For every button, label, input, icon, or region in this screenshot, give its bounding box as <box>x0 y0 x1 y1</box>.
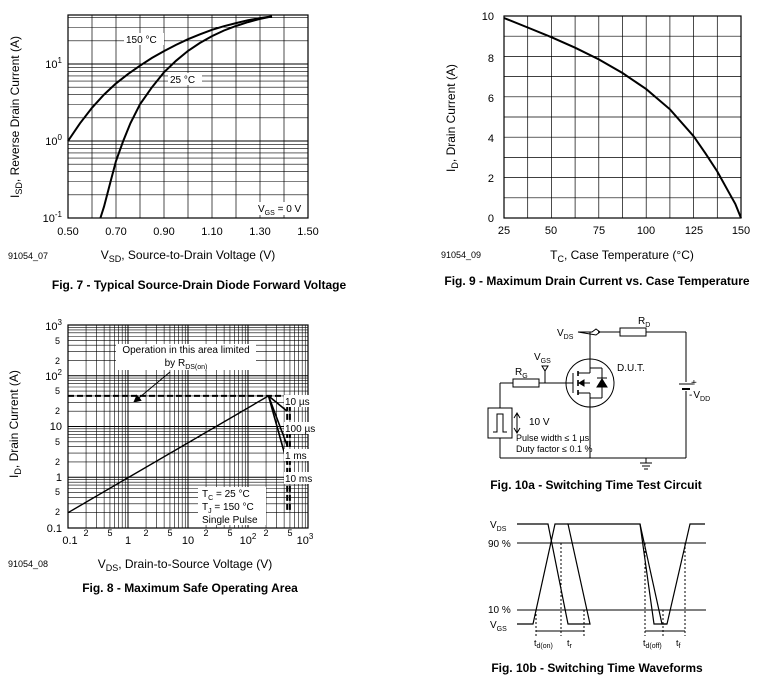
fig10a-pulse-width: Pulse width ≤ 1 µs <box>516 433 590 443</box>
fig7-condition: $V_{GS} = 0$ V <box>258 204 302 217</box>
fig7-xtick-3: 1.10 <box>201 226 223 238</box>
fig8-minor-x-3: 5 <box>167 528 173 538</box>
fig8-minor-x-5: 5 <box>227 528 233 538</box>
fig8-xlabel: $V_{DS}$, Drain-to-Source Voltage (V) <box>97 557 273 573</box>
fig8-minor-y-6: 2 <box>54 356 60 366</box>
fig8-minor-x-2: 2 <box>143 528 149 538</box>
fig7-chart <box>8 15 346 292</box>
fig8-minor-y-3: 5 <box>54 437 60 447</box>
fig10b-tdoff: $t_{d(off)}$ <box>643 638 662 650</box>
fig7-code: 91054_07 <box>8 251 49 261</box>
fig9-grid <box>504 16 741 218</box>
fig7-xtick-4: 1.30 <box>249 226 271 238</box>
fig10b-vds: $V_{DS}$ <box>490 520 507 533</box>
fig7-xtick-1: 0.70 <box>105 226 127 238</box>
fig7-ytick-1: $10^0$ <box>45 133 62 148</box>
fig9-xtick-5: 150 <box>731 225 751 237</box>
fig8-ytick-1: 1 <box>55 472 62 484</box>
fig10b-10: 10 % <box>488 605 511 616</box>
fig9-chart <box>441 11 750 288</box>
fig7-series-1 <box>100 16 272 218</box>
fig9-xlabel: $T_C$, Case Temperature (°C) <box>550 248 694 264</box>
fig8-minor-y-0: 2 <box>54 507 60 517</box>
fig10b-tr: $t_r$ <box>567 638 572 650</box>
fig9-xtick-4: 125 <box>684 225 704 237</box>
fig8-ylabel: $I_D$, Drain Current (A) <box>7 370 23 478</box>
fig8-minor-y-1: 5 <box>54 487 60 497</box>
fig9-ytick-3: 6 <box>487 93 494 105</box>
fig8-cond-pulse: Single Pulse <box>202 515 258 526</box>
fig10a-vds: $V_{DS}$ <box>557 328 574 341</box>
vgs-terminal <box>542 366 548 371</box>
fig10a-rd: $R_D$ <box>638 316 651 329</box>
fig8-minor-x-4: 2 <box>203 528 209 538</box>
fig8-minor-x-1: 5 <box>107 528 113 538</box>
fig10b-tf: $t_f$ <box>676 638 681 650</box>
fig9-code: 91054_09 <box>441 250 482 260</box>
fig8-label-10us: 10 µs <box>285 397 310 408</box>
vgs-rise <box>517 524 568 624</box>
fig8-cond-tj: $T_J = 150$ °C <box>202 502 254 515</box>
fig8-cond-tc: $T_C = 25$ °C <box>202 489 250 502</box>
fig8-ytick-4: $10^3$ <box>45 318 62 333</box>
fig8-label-10ms: 10 ms <box>285 474 313 485</box>
fig8-xtick-2: 10 <box>181 535 195 547</box>
fig7-xtick-2: 0.90 <box>153 226 175 238</box>
fig9-xtick-3: 100 <box>636 225 656 237</box>
fig10b-90: 90 % <box>488 539 511 550</box>
fig7-curves <box>68 16 272 218</box>
fig9-ylabel: $I_D$, Drain Current (A) <box>444 64 460 172</box>
fig10b-tdon: $t_{d(on)}$ <box>534 638 553 650</box>
fig8-minor-x-6: 2 <box>263 528 269 538</box>
fig10a-vgs: $V_{GS}$ <box>534 352 551 365</box>
rd-resistor <box>620 328 646 336</box>
fig10b-caption: Fig. 10b - Switching Time Waveforms <box>491 661 703 675</box>
fig8-caption: Fig. 8 - Maximum Safe Operating Area <box>82 581 298 595</box>
fig7-xtick-5: 1.50 <box>297 226 319 238</box>
fig8-minor-y-2: 2 <box>54 457 60 467</box>
fig8-minor-y-7: 5 <box>54 336 60 346</box>
fig8-ytick-2: 10 <box>49 421 62 433</box>
fig8-ytick-3: $10^2$ <box>45 368 62 383</box>
rg-resistor <box>513 379 539 387</box>
fig8-annotation-line1: Operation in this area limited <box>122 345 250 356</box>
vds-waveform <box>517 524 705 624</box>
fig8-xtick-4: $10^3$ <box>296 532 314 547</box>
fig8-minor-y-5: 5 <box>54 386 60 396</box>
fig9-xtick-2: 75 <box>592 225 606 237</box>
fig9-xtick-0: 25 <box>497 225 511 237</box>
fig8-xtick-0: 0.1 <box>62 535 78 547</box>
fig7-label-25c: 25 °C <box>170 75 196 86</box>
fig10a-dut: D.U.T. <box>617 363 645 374</box>
fig7-ytick-0: $10^{-1}$ <box>42 210 62 225</box>
fig8-chart <box>7 318 316 595</box>
fig8-minor-y-4: 2 <box>54 406 60 416</box>
fig7-xtick-0: 0.50 <box>57 226 79 238</box>
fig8-xtick-1: 1 <box>124 535 132 547</box>
fig8-label-100us: 100 µs <box>285 424 316 435</box>
fig9-caption: Fig. 9 - Maximum Drain Current vs. Case Temperature <box>444 274 750 288</box>
fig9-ytick-5: 10 <box>481 11 494 23</box>
fig7-xlabel: $V_{SD}$, Source-to-Drain Voltage (V) <box>100 248 276 264</box>
fig9-ytick-1: 2 <box>487 173 494 185</box>
fig8-minor-x-0: 2 <box>83 528 89 538</box>
fig8-minor-x-7: 5 <box>287 528 293 538</box>
fig10b-waveforms <box>488 520 706 675</box>
fig7-ytick-2: $10^1$ <box>45 56 62 71</box>
fig9-ytick-0: 0 <box>487 213 494 225</box>
fig10a-plus: + <box>691 378 697 389</box>
fig10b-vgs: $V_{GS}$ <box>490 620 507 633</box>
fig9-ytick-2: 4 <box>487 133 494 145</box>
fig8-xtick-3: $10^2$ <box>239 532 257 547</box>
fig7-grid <box>68 15 308 218</box>
fig7-caption: Fig. 7 - Typical Source-Drain Diode Forward Voltage <box>51 278 347 292</box>
fig7-label-150c: 150 °C <box>126 35 157 46</box>
fig10a-caption: Fig. 10a - Switching Time Test Circuit <box>490 478 702 492</box>
fig10a-pulse-v: 10 V <box>529 417 550 428</box>
fig9-xtick-1: 50 <box>544 225 558 237</box>
fig7-ylabel: $I_{SD}$, Reverse Drain Current (A) <box>8 36 24 198</box>
fig8-code: 91054_08 <box>8 559 49 569</box>
vds-terminal <box>578 329 600 335</box>
fig9-ytick-4: 8 <box>487 53 494 65</box>
fig10a-vdd: $-V_{DD}$ <box>689 390 711 403</box>
fig10a-duty: Duty factor ≤ 0.1 % <box>516 444 593 454</box>
vgs-fall <box>640 524 667 624</box>
fig8-label-1ms: 1 ms <box>285 451 307 462</box>
pulse-generator <box>488 408 512 438</box>
fig10a-rg: $R_G$ <box>515 367 528 380</box>
fig8-annotation-line2: by $R_{DS(on)}$ <box>164 358 208 371</box>
fig8-ytick-0: 0.1 <box>46 523 62 535</box>
